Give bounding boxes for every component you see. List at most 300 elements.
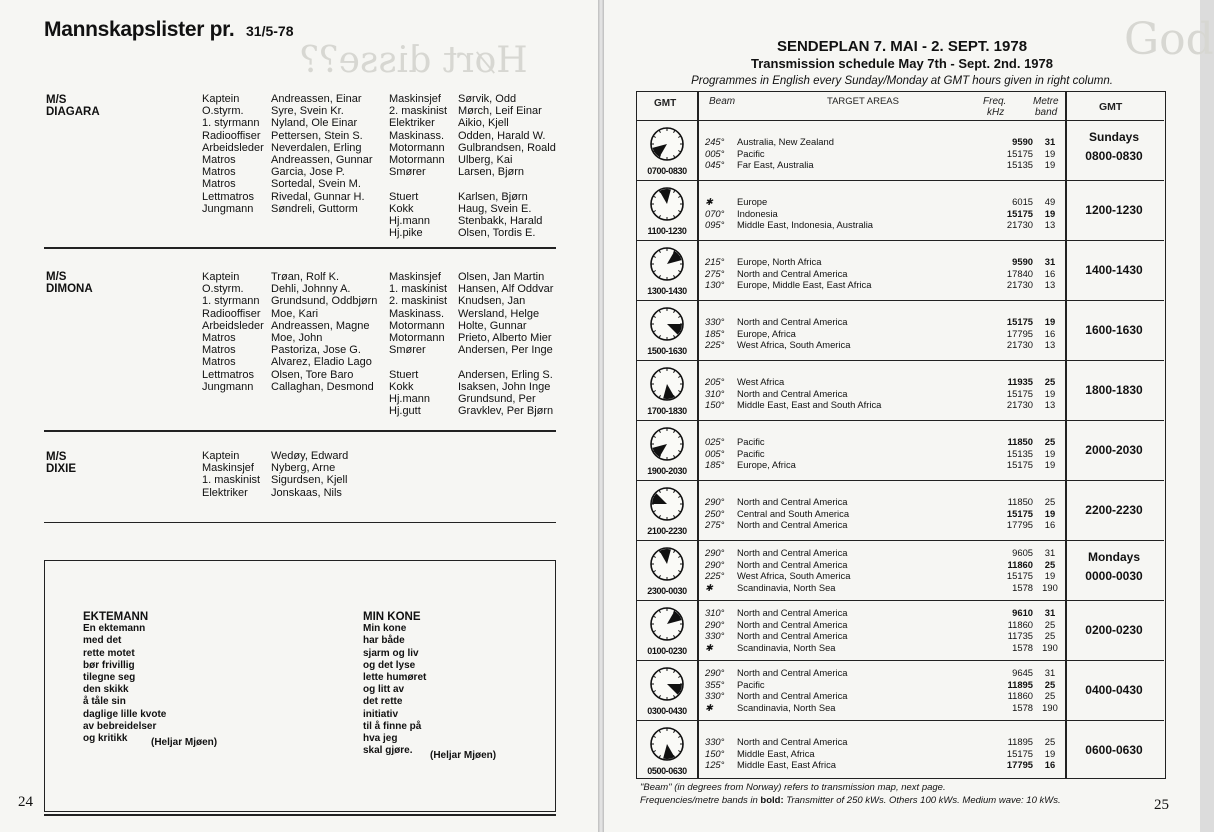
beam-angle: 185°	[705, 459, 725, 470]
metre-band: 25	[1044, 376, 1056, 387]
beam-angle: 205°	[705, 376, 725, 387]
metre-band: 31	[1044, 136, 1056, 147]
clock-dial-icon	[649, 486, 685, 522]
page-title: Mannskapslister pr.	[44, 18, 235, 41]
transmission-entry	[705, 399, 1063, 410]
beam-angle: 250°	[705, 507, 725, 519]
crew-name: Jonskaas, Nils	[271, 486, 342, 499]
target-area: North and Central America	[737, 736, 985, 747]
frequency: 15175	[1006, 747, 1033, 759]
time-range-label: 1900-2030	[647, 466, 687, 476]
target-area: North and Central America	[737, 667, 985, 678]
crew-name	[458, 356, 553, 368]
poem-box	[44, 560, 556, 812]
frequency: 1578	[1012, 701, 1033, 713]
crew-name: Grundsund, Oddbjørn	[271, 295, 378, 308]
frequency: 17795	[1006, 327, 1033, 339]
crew-name: Andreassen, Magne	[271, 319, 370, 332]
crew-name: Gulbrandsen, Roald	[458, 141, 556, 154]
clock-dial-icon	[649, 426, 685, 462]
clock-dial-icon	[649, 606, 685, 642]
frequency: 15175	[1006, 459, 1033, 470]
clock-dial-icon	[649, 246, 685, 282]
header-freq: Freq.	[983, 96, 1007, 107]
frequency: 11895	[1007, 678, 1033, 690]
beam-angle: 215°	[705, 256, 725, 267]
frequency: 11850	[1007, 496, 1033, 507]
transmission-entry	[705, 196, 1063, 207]
poem-min-kone	[363, 611, 426, 757]
target-area: Pacific	[737, 148, 985, 159]
crew-role: Motormann	[389, 332, 445, 345]
clock-dial-icon	[649, 186, 685, 222]
crew-role: 2. maskinist	[389, 295, 448, 308]
footnote-bold-word: bold:	[760, 795, 784, 806]
transmission-entry	[705, 376, 1063, 387]
crew-name: Sortedal, Svein M.	[271, 178, 361, 191]
beam-angle: 225°	[705, 570, 725, 581]
crew-name: Larsen, Bjørn	[458, 166, 525, 179]
schedule-row	[637, 180, 1164, 241]
metre-band: 25	[1044, 496, 1056, 507]
time-range-label: 1500-1630	[647, 346, 687, 356]
metre-band: 190	[1042, 641, 1058, 653]
poem-line: skal gjøre.	[363, 745, 413, 757]
transmission-entry	[705, 690, 1063, 701]
schedule-row	[637, 600, 1164, 661]
target-area: West Africa	[737, 376, 985, 387]
crew-name: Haug, Svein E.	[458, 202, 532, 215]
crew-name: Callaghan, Desmond	[271, 380, 374, 393]
poem-line: og litt av	[363, 684, 405, 696]
schedule-intro: Programmes in English every Sunday/Monday at GMT hours given in right column.	[691, 75, 1113, 87]
beam-angle: 185°	[705, 327, 725, 339]
transmission-entry	[705, 279, 1063, 290]
target-area: Europe, Middle East, East Africa	[737, 279, 985, 290]
poem-title: MIN KONE	[363, 611, 421, 623]
poem-lines	[83, 623, 166, 745]
beam-angle: 290°	[705, 547, 725, 558]
transmission-entry	[705, 702, 1063, 713]
transmission-entry	[705, 570, 1063, 581]
poem-lines	[363, 623, 426, 757]
gmt-time-label: 0400-0430	[1085, 683, 1143, 697]
crew-role: Hj.pike	[389, 227, 423, 240]
clock-dial-icon	[649, 666, 685, 702]
transmission-entry	[705, 159, 1063, 170]
frequency: 9590	[1012, 136, 1033, 147]
crew-names-col2	[458, 93, 556, 239]
crew-name: Andersen, Per Inge	[458, 344, 553, 357]
gmt-time-label: 1600-1630	[1085, 323, 1143, 337]
crew-role: Kokk	[389, 202, 414, 215]
target-area: West Africa, South America	[737, 570, 985, 581]
crew-role: Hj.mann	[389, 393, 430, 406]
schedule-row	[637, 300, 1164, 361]
target-area: North and Central America	[737, 607, 985, 618]
beam-angle: 005°	[705, 147, 725, 159]
poem-line: av bebreidelser	[83, 720, 157, 732]
target-area: Scandinavia, North Sea	[737, 702, 985, 713]
gmt-time-label: 2200-2230	[1085, 503, 1143, 517]
metre-band: 13	[1044, 219, 1056, 230]
right-page	[604, 0, 1214, 832]
target-area: Middle East, Indonesia, Australia	[737, 219, 985, 230]
crew-names-col1	[271, 93, 373, 215]
ship-name: M/S DIAGARA	[46, 94, 100, 118]
beam-angle: 290°	[705, 667, 725, 678]
schedule-row	[637, 660, 1164, 721]
crew-role: Stuert	[389, 190, 419, 203]
crew-roles-col1	[202, 271, 264, 393]
left-page	[0, 0, 598, 832]
transmission-entry	[705, 642, 1063, 653]
transmission-entry	[705, 519, 1063, 530]
frequency: 15175	[1006, 507, 1033, 519]
schedule-title: SENDEPLAN 7. MAI - 2. SEPT. 1978	[776, 38, 1028, 55]
metre-band: 31	[1044, 256, 1056, 267]
frequency: 11860	[1007, 690, 1033, 701]
header-beam: Beam	[709, 96, 736, 107]
crew-role: Motormann	[389, 141, 445, 154]
crew-name: Trøan, Rolf K.	[271, 271, 340, 283]
poem-author: (Heljar Mjøen)	[430, 750, 497, 761]
header-metre: Metre	[1033, 96, 1059, 107]
crew-role: Jungmann	[202, 380, 254, 393]
crew-name: Odden, Harald W.	[458, 129, 546, 142]
target-area: Pacific	[737, 436, 985, 447]
target-area: Europe, North Africa	[737, 256, 985, 267]
ghost-heading-bleed: Hørt disse??	[300, 40, 528, 81]
frequency: 11860	[1007, 618, 1033, 630]
poem-author: (Heljar Mjøen)	[151, 737, 218, 748]
crew-name: Syre, Svein Kr.	[271, 105, 344, 118]
crew-name: Neverdalen, Erling	[271, 141, 362, 154]
metre-band: 19	[1044, 447, 1056, 459]
beam-angle: 290°	[705, 558, 725, 570]
frequency: 6015	[1012, 196, 1033, 207]
schedule-row	[637, 540, 1164, 601]
crew-role: Matros	[202, 178, 236, 191]
list-date: 31/5-78	[246, 23, 294, 39]
beam-angle: 275°	[705, 267, 725, 279]
metre-band: 13	[1044, 279, 1056, 290]
beam-angle: ✱	[705, 196, 713, 207]
crew-roles-col1	[202, 450, 260, 499]
crew-role: Smører	[389, 344, 426, 357]
crew-name: Holte, Gunnar	[458, 319, 527, 332]
beam-angle: 330°	[705, 316, 725, 327]
header-freq-unit: kHz	[987, 107, 1005, 118]
poem-line: og kritikk	[83, 733, 128, 745]
metre-band: 31	[1044, 607, 1056, 618]
metre-band: 19	[1044, 147, 1056, 159]
time-range-label: 1700-1830	[647, 406, 687, 416]
crew-name: Grundsund, Per	[458, 393, 536, 406]
frequency: 15135	[1006, 447, 1033, 459]
metre-band: 190	[1042, 581, 1058, 593]
transmission-entry	[705, 136, 1063, 147]
frequency: 17795	[1006, 759, 1033, 770]
crew-roles-col1	[202, 93, 264, 215]
beam-angle: 355°	[705, 678, 725, 690]
schedule-row	[637, 720, 1164, 781]
poem-line: Min kone	[363, 623, 407, 635]
target-area: North and Central America	[737, 559, 985, 570]
frequency: 15175	[1006, 207, 1033, 219]
crew-name: Aikio, Kjell	[458, 117, 509, 130]
crew-name: Sigurdsen, Kjell	[271, 474, 348, 487]
crew-role: Elektriker	[202, 486, 248, 499]
metre-band: 31	[1044, 547, 1056, 558]
crew-name: Dehli, Johnny A.	[271, 283, 351, 296]
crew-name: Pastoriza, Jose G.	[271, 344, 361, 357]
time-range-label: 1300-1430	[647, 286, 687, 296]
beam-angle: 310°	[705, 387, 725, 399]
transmission-entry	[705, 736, 1063, 747]
header-gmt-left: GMT	[654, 98, 677, 109]
target-area: Pacific	[737, 679, 985, 690]
bottom-rule	[44, 814, 556, 816]
frequency: 17795	[1006, 519, 1033, 530]
crew-role: 1. styrmann	[202, 295, 260, 308]
ship-name: M/S DIMONA	[46, 271, 93, 295]
poem-line: hva jeg	[363, 733, 398, 745]
poem-line: En ektemann	[83, 623, 146, 635]
crew-role: Motormann	[389, 154, 445, 167]
time-range-label: 0500-0630	[647, 766, 687, 776]
target-area: Middle East, Africa	[737, 748, 985, 759]
target-area: North and Central America	[737, 690, 985, 701]
metre-band: 25	[1044, 558, 1056, 570]
crew-role: O.styrm.	[202, 105, 244, 118]
crew-role: Matros	[202, 332, 236, 345]
transmission-entry	[705, 679, 1063, 690]
crew-name: Nyberg, Arne	[271, 462, 336, 475]
target-area: North and Central America	[737, 519, 985, 530]
crew-role: 1. maskinist	[389, 283, 448, 296]
crew-name: Søndreli, Guttorm	[271, 202, 358, 215]
transmission-entry	[705, 328, 1063, 339]
crew-name: Olsen, Jan Martin	[458, 271, 545, 283]
metre-band: 13	[1044, 339, 1056, 350]
beam-angle: 330°	[705, 630, 725, 641]
crew-role: Maskinsjef	[389, 271, 441, 283]
transmission-entry	[705, 559, 1063, 570]
target-area: West Africa, South America	[737, 339, 985, 350]
time-range-label: 1100-1230	[647, 226, 687, 236]
crew-name: Stenbakk, Harald	[458, 215, 543, 228]
metre-band: 25	[1044, 736, 1056, 747]
header-band: band	[1035, 107, 1058, 118]
crew-name: Moe, Kari	[271, 307, 319, 320]
crew-name: Olsen, Tore Baro	[271, 368, 354, 381]
crew-role: 1. maskinist	[202, 474, 261, 487]
frequency: 21730	[1006, 339, 1033, 350]
transmission-entry	[705, 759, 1063, 770]
metre-band: 19	[1044, 207, 1056, 219]
metre-band: 16	[1044, 267, 1056, 279]
metre-band: 19	[1044, 507, 1056, 519]
crew-name: Prieto, Alberto Mier	[458, 332, 552, 345]
crew-name: Wersland, Helge	[458, 307, 540, 320]
frequency: 9605	[1012, 547, 1033, 558]
ghost-heading-bleed: God	[1124, 14, 1214, 65]
gmt-time-label: 0800-0830	[1085, 149, 1143, 163]
time-range-label: 2300-0030	[647, 586, 687, 596]
transmission-entry	[705, 607, 1063, 618]
crew-name: Andreassen, Einar	[271, 93, 362, 105]
schedule-row	[637, 480, 1164, 541]
target-area: North and Central America	[737, 496, 985, 507]
crew-names-col1	[271, 450, 348, 499]
metre-band: 16	[1044, 759, 1056, 770]
crew-name: Gravklev, Per Bjørn	[458, 405, 554, 418]
metre-band: 25	[1044, 618, 1056, 630]
crew-role: Stuert	[389, 368, 419, 381]
metre-band: 49	[1044, 196, 1056, 207]
crew-role	[389, 178, 447, 190]
target-area: Europe, Africa	[737, 328, 985, 339]
metre-band: 19	[1044, 570, 1056, 581]
section-divider	[44, 247, 556, 249]
crew-role: Elektriker	[389, 117, 435, 130]
transmission-entry	[705, 459, 1063, 470]
frequency: 9590	[1012, 256, 1033, 267]
frequency: 1578	[1012, 581, 1033, 593]
target-area: Middle East, East and South Africa	[737, 399, 985, 410]
frequency: 11850	[1007, 436, 1033, 447]
crew-role: Matros	[202, 344, 236, 357]
crew-role	[389, 356, 447, 368]
frequency: 9645	[1012, 667, 1033, 678]
target-area: Scandinavia, North Sea	[737, 642, 985, 653]
crew-role: Matros	[202, 154, 236, 167]
poem-line: tilegne seg	[83, 672, 136, 684]
crew-name: Sørvik, Odd	[458, 93, 517, 105]
gmt-time-label: 0000-0030	[1085, 569, 1143, 583]
metre-band: 190	[1042, 701, 1058, 713]
crew-role: Kaptein	[202, 271, 240, 283]
beam-angle: 150°	[705, 747, 725, 759]
gmt-day-label: Mondays	[1087, 550, 1140, 564]
transmission-entry	[705, 339, 1063, 350]
footnote-beam: "Beam" (in degrees from Norway) refers to transmission map, next page.	[640, 782, 946, 793]
beam-angle: 070°	[705, 207, 725, 219]
target-area: Indonesia	[737, 208, 985, 219]
gmt-time-label: 1400-1430	[1085, 263, 1143, 277]
poem-line: den skikk	[83, 684, 129, 696]
transmission-entry	[705, 508, 1063, 519]
crew-name: Nyland, Ole Einar	[271, 117, 358, 130]
transmission-entry	[705, 496, 1063, 507]
crew-roles-col2	[389, 271, 447, 417]
clock-dial-icon	[649, 306, 685, 342]
beam-angle: 150°	[705, 399, 725, 410]
crew-name: Knudsen, Jan	[458, 295, 526, 308]
time-range-label: 0700-0830	[647, 166, 687, 176]
target-area: Europe	[737, 196, 985, 207]
schedule-subtitle: Transmission schedule May 7th - Sept. 2nd. 1978	[751, 56, 1053, 71]
beam-angle: 130°	[705, 279, 725, 290]
beam-angle: ✱	[705, 581, 713, 593]
beam-angle: 330°	[705, 690, 725, 701]
frequency: 21730	[1006, 219, 1033, 230]
frequency: 15175	[1006, 316, 1033, 327]
beam-angle: 005°	[705, 447, 725, 459]
frequency: 21730	[1006, 399, 1033, 410]
frequency: 11860	[1007, 558, 1033, 570]
poem-line: og det lyse	[363, 659, 416, 671]
crew-name: Olsen, Tordis E.	[458, 227, 536, 240]
poem-line: å tåle sin	[83, 696, 126, 708]
crew-name: Hansen, Alf Oddvar	[458, 283, 554, 296]
crew-name: Moe, John	[271, 332, 323, 345]
beam-angle: 045°	[705, 159, 725, 170]
poem-ektemann	[83, 611, 166, 745]
beam-angle: 275°	[705, 519, 725, 530]
transmission-entry	[705, 448, 1063, 459]
transmission-entry	[705, 436, 1063, 447]
beam-angle: 225°	[705, 339, 725, 350]
section-divider	[44, 522, 556, 523]
gmt-time-label: 1200-1230	[1085, 203, 1143, 217]
footnote-rest: Transmitter of 250 kWs. Others 100 kWs. Medium wave: 10 kWs.	[786, 795, 1061, 806]
crew-role: Hj.mann	[389, 215, 430, 228]
schedule-row	[637, 240, 1164, 301]
frequency: 11935	[1007, 376, 1033, 387]
metre-band: 31	[1044, 667, 1056, 678]
crew-role: Kaptein	[202, 450, 240, 462]
frequency: 9610	[1012, 607, 1033, 618]
page-number: 24	[18, 794, 33, 810]
crew-role: Maskinass.	[389, 129, 445, 142]
gmt-time-label: 0200-0230	[1085, 623, 1143, 637]
clock-dial-icon	[649, 126, 685, 162]
footnote-bold	[640, 795, 1061, 806]
metre-band: 13	[1044, 399, 1056, 410]
clock-dial-icon	[649, 366, 685, 402]
poem-line: initiativ	[363, 708, 399, 720]
section-divider	[44, 430, 556, 432]
poem-line: lette humøret	[363, 672, 427, 684]
page-number: 25	[1154, 797, 1169, 813]
metre-band: 25	[1044, 630, 1056, 641]
transmission-entry	[705, 316, 1063, 327]
schedule-row	[637, 120, 1164, 181]
crew-role: Maskinsjef	[202, 462, 254, 475]
crew-role: Kokk	[389, 380, 414, 393]
time-range-label: 0300-0430	[647, 706, 687, 716]
metre-band: 16	[1044, 327, 1056, 339]
beam-angle: ✱	[705, 641, 713, 653]
crew-role: Maskinsjef	[389, 93, 441, 105]
frequency: 1578	[1012, 641, 1033, 653]
poem-line: til å finne på	[363, 720, 422, 732]
frequency: 15175	[1006, 387, 1033, 399]
clock-dial-icon	[649, 546, 685, 582]
gmt-day-label: Sundays	[1088, 130, 1139, 144]
target-area: North and Central America	[737, 316, 985, 327]
crew-name: Ulberg, Kai	[458, 154, 513, 167]
poem-line: med det	[83, 635, 122, 647]
target-area: North and Central America	[737, 547, 985, 558]
time-range-label: 0100-0230	[647, 646, 687, 656]
frequency: 17840	[1006, 267, 1033, 279]
transmission-entry	[705, 219, 1063, 230]
transmission-entry	[705, 256, 1063, 267]
target-area: North and Central America	[737, 388, 985, 399]
